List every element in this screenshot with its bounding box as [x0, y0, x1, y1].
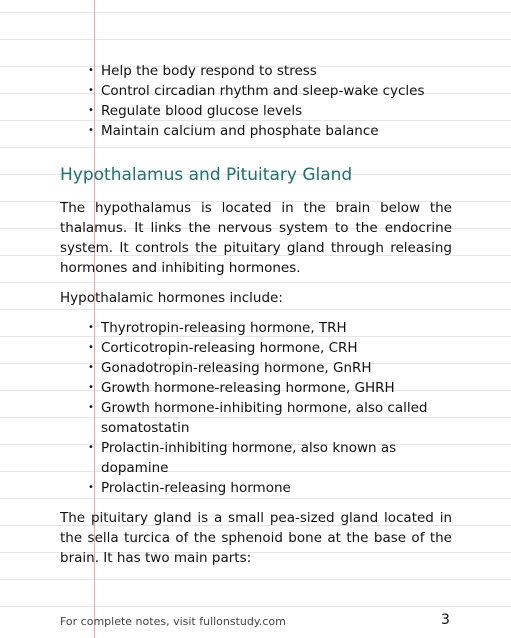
- list-item: • Growth hormone-inhibiting hormone, also called somatostatin: [88, 398, 452, 438]
- footer-note: For complete notes, visit fullonstudy.com: [60, 615, 286, 628]
- paragraph-pituitary: The pituitary gland is a small pea-sized gland located in the sella turcica of the sphenoid bone at the base of the brain. It has two main parts:: [60, 510, 452, 566]
- hormone-list: [60, 318, 452, 498]
- list-item: • Gonadotropin-releasing hormone, GnRH: [88, 358, 452, 378]
- page-content: [60, 58, 452, 568]
- list-item: • Help the body respond to stress: [88, 61, 452, 81]
- list-item: • Prolactin-releasing hormone: [88, 478, 452, 498]
- list-item: • Maintain calcium and phosphate balance: [88, 121, 452, 141]
- page-number: 3: [441, 612, 450, 628]
- list-item: • Prolactin-inhibiting hormone, also known as dopamine: [88, 438, 452, 478]
- list-item: • Regulate blood glucose levels: [88, 101, 452, 121]
- list-item: • Corticotropin-releasing hormone, CRH: [88, 338, 452, 358]
- function-list: [60, 61, 452, 141]
- paragraph-hypothalamus: The hypothalamus is located in the brain below the thalamus. It links the nervous system to the endocrine system. It controls the pituitary gland through releasing hormones and inhibiting hormones.: [60, 200, 452, 276]
- list-item: • Control circadian rhythm and sleep-wake cycles: [88, 81, 452, 101]
- section-heading: Hypothalamus and Pituitary Gland: [60, 165, 353, 185]
- list-item: • Growth hormone-releasing hormone, GHRH: [88, 378, 452, 398]
- list-item: • Thyrotropin-releasing hormone, TRH: [88, 318, 452, 338]
- paragraph-hormones-intro: Hypothalamic hormones include:: [60, 290, 283, 306]
